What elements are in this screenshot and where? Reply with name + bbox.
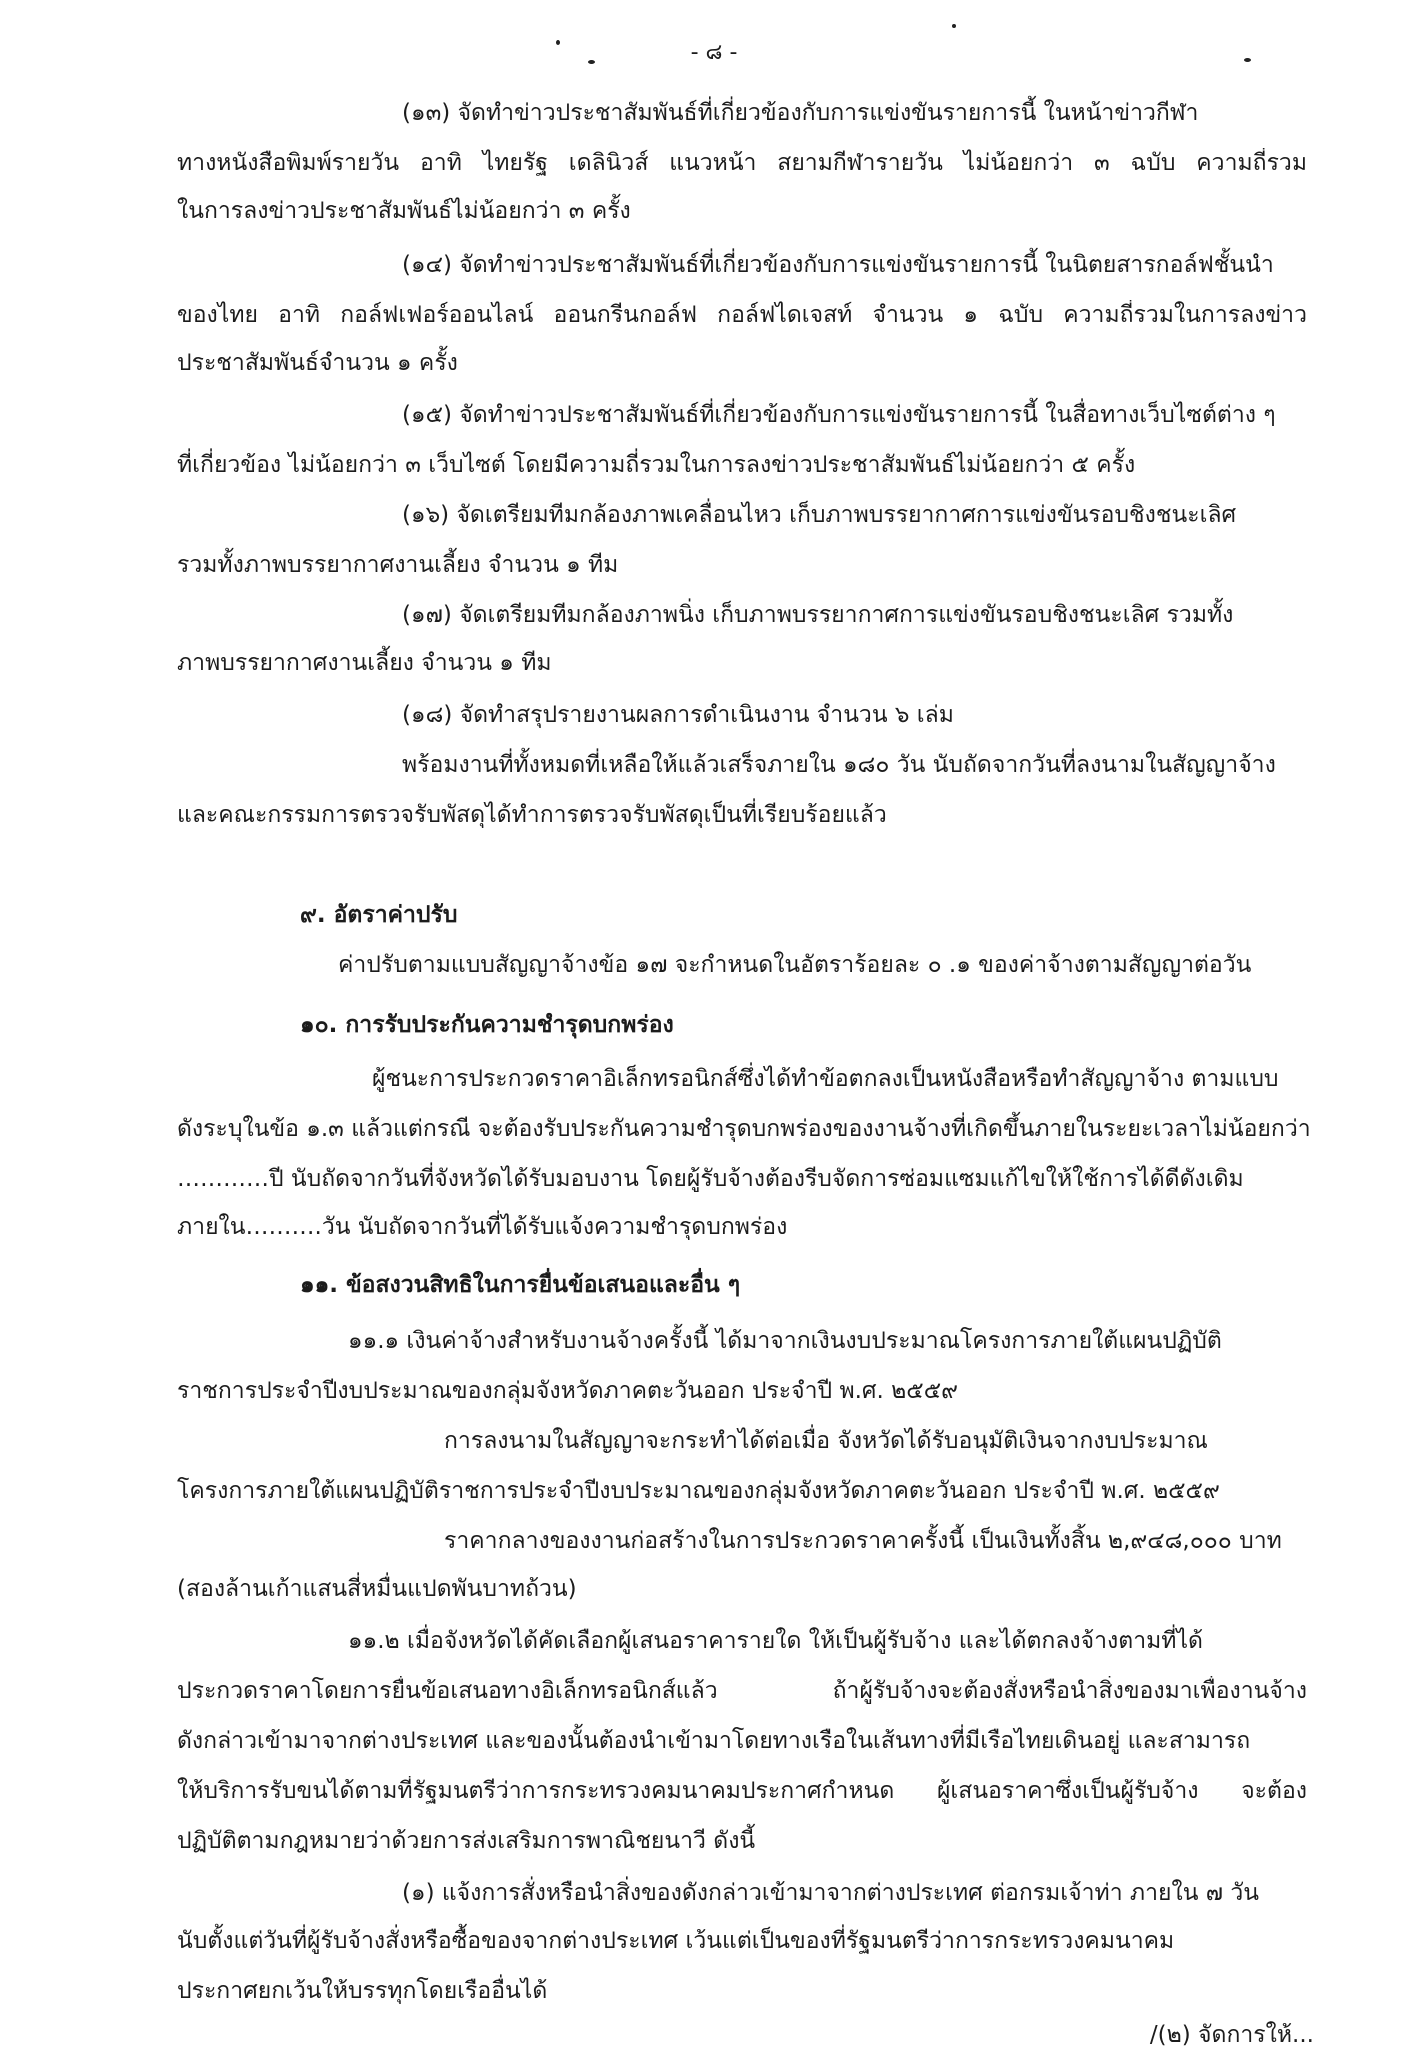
item-17-line-2: ภาพบรรยากาศงานเลี้ยง จำนวน ๑ ทีม bbox=[177, 650, 552, 676]
section-11-1-line-1: ๑๑.๑ เงินค่าจ้างสำหรับงานจ้างครั้งนี้ ได้มาจากเงินงบประมาณโครงการภายใต้แผนปฏิบัติ bbox=[348, 1328, 1222, 1354]
section-11-1-line-3: การลงนามในสัญญาจะกระทำได้ต่อเมื่อ จังหวัดได้รับอนุมัติเงินจากงบประมาณ bbox=[444, 1428, 1208, 1454]
section-10-line-1: ผู้ชนะการประกวดราคาอิเล็กทรอนิกส์ซึ่งได้ทำข้อตกลงเป็นหนังสือหรือทำสัญญาจ้าง ตามแบบ bbox=[372, 1066, 1279, 1092]
scan-speck bbox=[952, 24, 956, 28]
section-10-line-4: ภายใน……….วัน นับถัดจากวันที่ได้รับแจ้งความชำรุดบกพร่อง bbox=[177, 1214, 788, 1240]
section-11-2-line-4: ให้บริการรับขนได้ตามที่รัฐมนตรีว่าการกระทรวงคมนาคมประกาศกำหนด ผู้เสนอราคาซึ่งเป็นผู้รับจ้าง จะต้อง bbox=[177, 1778, 1307, 1804]
item-13-line-3: ในการลงข่าวประชาสัมพันธ์ไม่น้อยกว่า ๓ ครั้ง bbox=[177, 198, 631, 224]
sub-1-line-2: นับตั้งแต่วันที่ผู้รับจ้างสั่งหรือซื้อของจากต่างประเทศ เว้นแต่เป็นของที่รัฐมนตรีว่าการกระทรวงคมนาคม bbox=[177, 1928, 1175, 1954]
item-14-line-1: (๑๔) จัดทำข่าวประชาสัมพันธ์ที่เกี่ยวข้องกับการแข่งขันรายการนี้ ในนิตยสารกอล์ฟชั้นนำ bbox=[402, 252, 1274, 278]
item-16-line-2: รวมทั้งภาพบรรยากาศงานเลี้ยง จำนวน ๑ ทีม bbox=[177, 552, 619, 578]
item-17-line-1: (๑๗) จัดเตรียมทีมกล้องภาพนิ่ง เก็บภาพบรรยากาศการแข่งขันรอบชิงชนะเลิศ รวมทั้ง bbox=[402, 602, 1234, 628]
completion-line-1: พร้อมงานที่ทั้งหมดที่เหลือให้แล้วเสร็จภายใน ๑๘๐ วัน นับถัดจากวันที่ลงนามในสัญญาจ้าง bbox=[402, 752, 1276, 778]
section-11-2-line-3: ดังกล่าวเข้ามาจากต่างประเทศ และของนั้นต้องนำเข้ามาโดยทางเรือในเส้นทางที่มีเรือไทยเดินอยู่ และสามารถ bbox=[177, 1728, 1251, 1754]
section-11-heading: ๑๑. ข้อสงวนสิทธิในการยื่นข้อเสนอและอื่น ๆ bbox=[300, 1272, 741, 1298]
section-11-1-line-6: (สองล้านเก้าแสนสี่หมื่นแปดพันบาทถ้วน) bbox=[177, 1576, 577, 1602]
item-15-line-2: ที่เกี่ยวข้อง ไม่น้อยกว่า ๓ เว็บไซต์ โดยมีความถี่รวมในการลงข่าวประชาสัมพันธ์ไม่น้อยกว่า ๕ ครั้ง bbox=[177, 452, 1136, 478]
item-13-line-1: (๑๓) จัดทำข่าวประชาสัมพันธ์ที่เกี่ยวข้องกับการแข่งขันรายการนี้ ในหน้าข่าวกีฬา bbox=[402, 100, 1199, 126]
item-14-line-2: ของไทย อาทิ กอล์ฟเฟอร์ออนไลน์ ออนกรีนกอล์ฟ กอล์ฟไดเจสท์ จำนวน ๑ ฉบับ ความถี่รวมในการลงข่าว bbox=[177, 302, 1307, 328]
item-13-line-2: ทางหนังสือพิมพ์รายวัน อาทิ ไทยรัฐ เดลินิวส์ แนวหน้า สยามกีฬารายวัน ไม่น้อยกว่า ๓ ฉบับ ความถี่รวม bbox=[177, 150, 1307, 176]
continuation-note: /(๒) จัดการให้... bbox=[1149, 2022, 1314, 2048]
section-9-heading: ๙. อัตราค่าปรับ bbox=[300, 902, 458, 928]
item-15-line-1: (๑๕) จัดทำข่าวประชาสัมพันธ์ที่เกี่ยวข้องกับการแข่งขันรายการนี้ ในสื่อทางเว็บไซต์ต่าง ๆ bbox=[402, 402, 1276, 428]
item-18-line: (๑๘) จัดทำสรุปรายงานผลการดำเนินงาน จำนวน ๖ เล่ม bbox=[402, 702, 954, 728]
section-9-text: ค่าปรับตามแบบสัญญาจ้างข้อ ๑๗ จะกำหนดในอัตราร้อยละ ๐ .๑ ของค่าจ้างตามสัญญาต่อวัน bbox=[338, 952, 1252, 978]
section-11-2-line-5: ปฏิบัติตามกฎหมายว่าด้วยการส่งเสริมการพาณิชยนาวี ดังนี้ bbox=[177, 1828, 756, 1854]
section-11-1-line-4: โครงการภายใต้แผนปฏิบัติราชการประจำปีงบประมาณของกลุ่มจังหวัดภาคตะวันออก ประจำปี พ.ศ. ๒๕๕๙ bbox=[177, 1478, 1220, 1504]
item-16-line-1: (๑๖) จัดเตรียมทีมกล้องภาพเคลื่อนไหว เก็บภาพบรรยากาศการแข่งขันรอบชิงชนะเลิศ bbox=[402, 502, 1237, 528]
page-number: - ๘ - bbox=[690, 40, 738, 65]
completion-line-2: และคณะกรรมการตรวจรับพัสดุได้ทำการตรวจรับพัสดุเป็นที่เรียบร้อยแล้ว bbox=[177, 802, 887, 828]
section-11-1-line-2: ราชการประจำปีงบประมาณของกลุ่มจังหวัดภาคตะวันออก ประจำปี พ.ศ. ๒๕๕๙ bbox=[177, 1378, 958, 1404]
section-10-line-3: …………ปี นับถัดจากวันที่จังหวัดได้รับมอบงาน โดยผู้รับจ้างต้องรีบจัดการซ่อมแซมแก้ไขให้ใช้การได้ดีดังเดิม bbox=[177, 1166, 1244, 1192]
item-14-line-3: ประชาสัมพันธ์จำนวน ๑ ครั้ง bbox=[177, 350, 458, 376]
sub-1-line-1: (๑) แจ้งการสั่งหรือนำสิ่งของดังกล่าวเข้ามาจากต่างประเทศ ต่อกรมเจ้าท่า ภายใน ๗ วัน bbox=[402, 1880, 1259, 1906]
sub-1-line-3: ประกาศยกเว้นให้บรรทุกโดยเรืออื่นได้ bbox=[177, 1978, 548, 2004]
section-11-2-line-2: ประกวดราคาโดยการยื่นข้อเสนอทางอิเล็กทรอนิกส์แล้ว ถ้าผู้รับจ้างจะต้องสั่งหรือนำสิ่งของมาเพื่องานจ้าง bbox=[177, 1678, 1307, 1704]
section-11-2-line-1: ๑๑.๒ เมื่อจังหวัดได้คัดเลือกผู้เสนอราคารายใด ให้เป็นผู้รับจ้าง และได้ตกลงจ้างตามที่ได้ bbox=[348, 1628, 1203, 1654]
section-10-heading: ๑๐. การรับประกันความชำรุดบกพร่อง bbox=[300, 1012, 674, 1038]
section-11-1-line-5: ราคากลางของงานก่อสร้างในการประกวดราคาครั้งนี้ เป็นเงินทั้งสิ้น ๒,๙๔๘,๐๐๐ บาท bbox=[444, 1528, 1282, 1554]
section-10-line-2: ดังระบุในข้อ ๑.๓ แล้วแต่กรณี จะต้องรับประกันความชำรุดบกพร่องของงานจ้างที่เกิดขึ้นภายในระยะเวลาไม่น้อยกว่า bbox=[177, 1116, 1311, 1142]
